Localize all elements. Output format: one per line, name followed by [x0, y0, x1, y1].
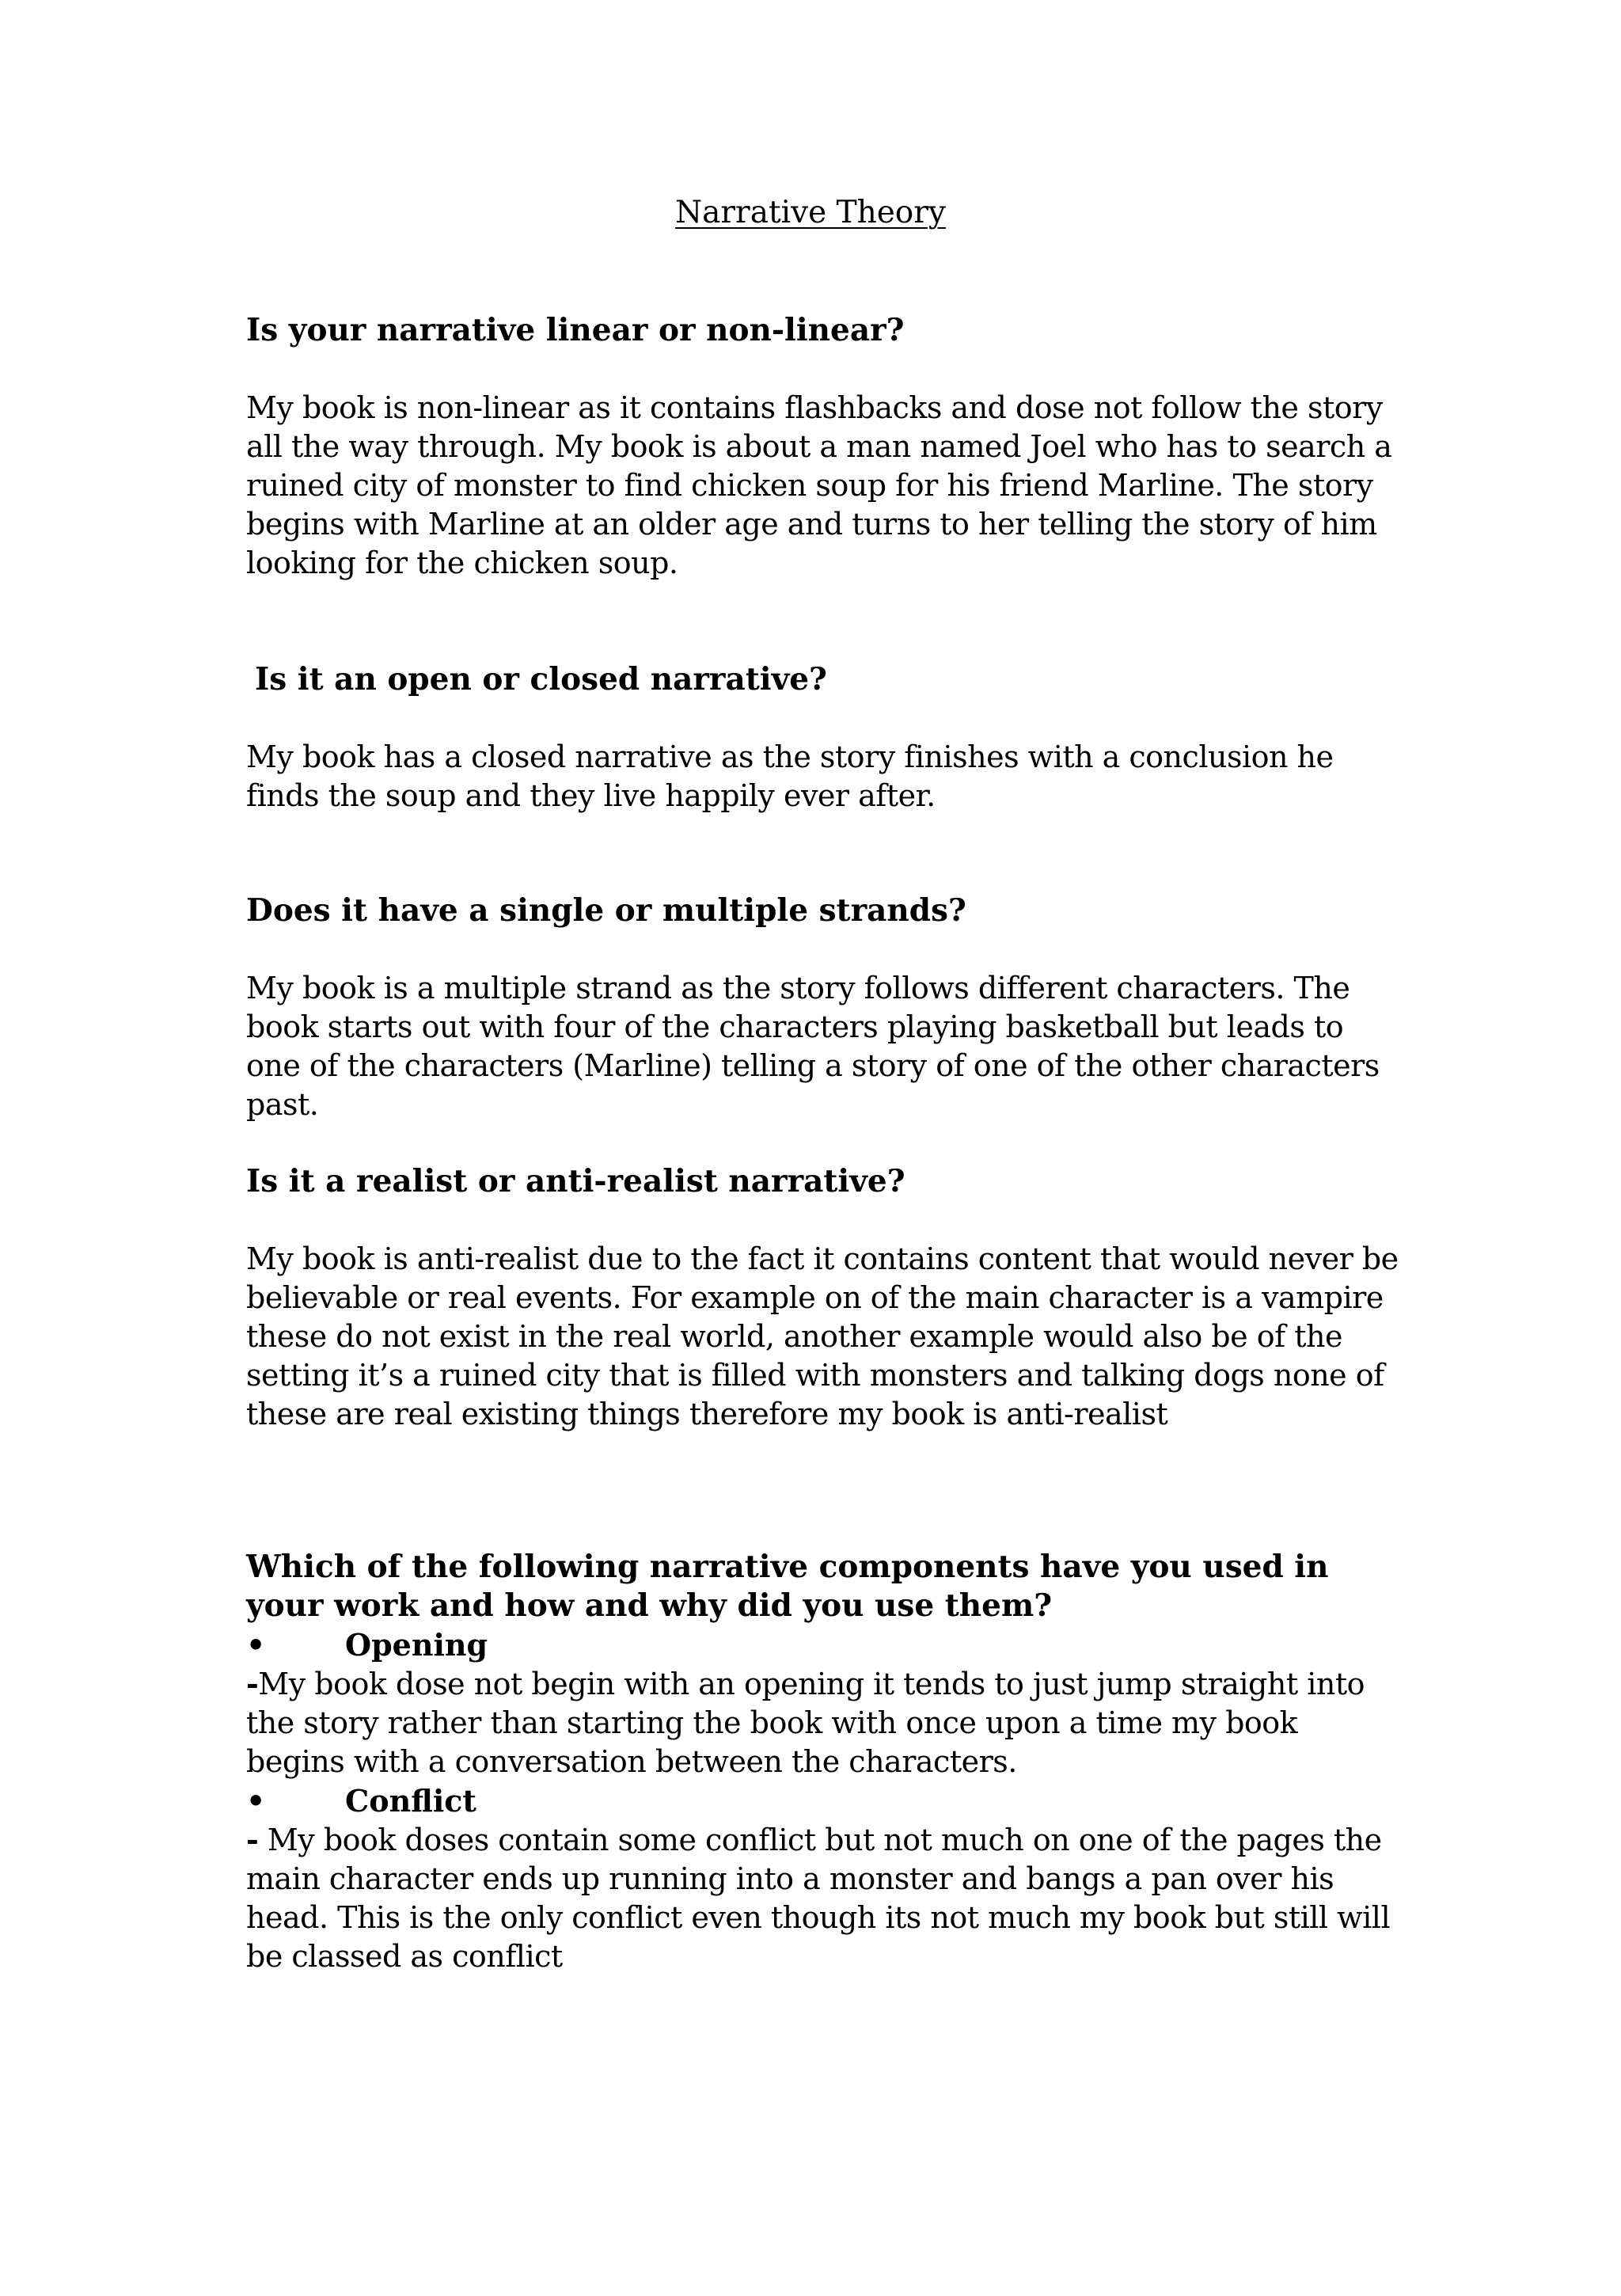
section-open-closed-answer [246, 738, 1402, 815]
section-realist [246, 1162, 1402, 1434]
question-strands: Does it have a single or multiple strands? [246, 892, 966, 929]
dash-opening: - [246, 1666, 259, 1701]
bullet-icon: • [246, 1627, 266, 1663]
section-open-closed [255, 660, 1410, 699]
bullet-icon: • [246, 1783, 266, 1819]
answer-conflict [246, 1820, 1402, 1976]
bullet-conflict [246, 1781, 1402, 1820]
question-linear: Is your narrative linear or non-linear? [246, 312, 905, 348]
section-strands [246, 891, 1402, 1124]
bullet-label-opening: Opening [345, 1627, 488, 1663]
bullet-opening [246, 1625, 1402, 1664]
answer-opening [246, 1664, 1402, 1781]
section-components [246, 1548, 1402, 1976]
question-open-closed: Is it an open or closed narrative? [255, 661, 827, 698]
bullet-label-conflict: Conflict [345, 1783, 476, 1819]
answer-realist: My book is anti-realist due to the fact it contains content that would never be believable or real events. For example on of the main character is a vampire these do not exist in the real world, another example would also be of the setting it’s a ruined city that is filled with monsters and talking dogs none of these are real existing things therefore my book is anti-realist [246, 1241, 1399, 1431]
question-components: Which of the following narrative components have you used in your work and how and why did you use them? [246, 1549, 1329, 1624]
answer-conflict-text: My book doses contain some conflict but not much on one of the pages the main character ends up running into a monster and bangs a pan over his head. This is the only conflict even though its not much my book but still will be classed as conflict [246, 1823, 1391, 1974]
answer-opening-text: My book dose not begin with an opening it tends to just jump straight into the story rather than starting the book with once upon a time my book begins with a conversation between the characters. [246, 1667, 1365, 1779]
dash-conflict: - [246, 1822, 259, 1857]
answer-open-closed: My book has a closed narrative as the story finishes with a conclusion he finds the soup and they live happily ever after. [246, 739, 1334, 813]
section-linear [246, 311, 1402, 583]
question-realist: Is it a realist or anti-realist narrative? [246, 1163, 905, 1199]
answer-linear: My book is non-linear as it contains flashbacks and dose not follow the story all the way through. My book is about a man named Joel who has to search a ruined city of monster to find chicken soup for his friend Marline. The story begins with Marline at an older age and turns to her telling the story of him looking for the chicken soup. [246, 390, 1392, 580]
document-title: Narrative Theory [675, 195, 946, 230]
answer-strands: My book is a multiple strand as the story follows different characters. The book starts out with four of the characters playing basketball but leads to one of the characters (Marline) telling a story of one of the other characters past. [246, 971, 1380, 1122]
